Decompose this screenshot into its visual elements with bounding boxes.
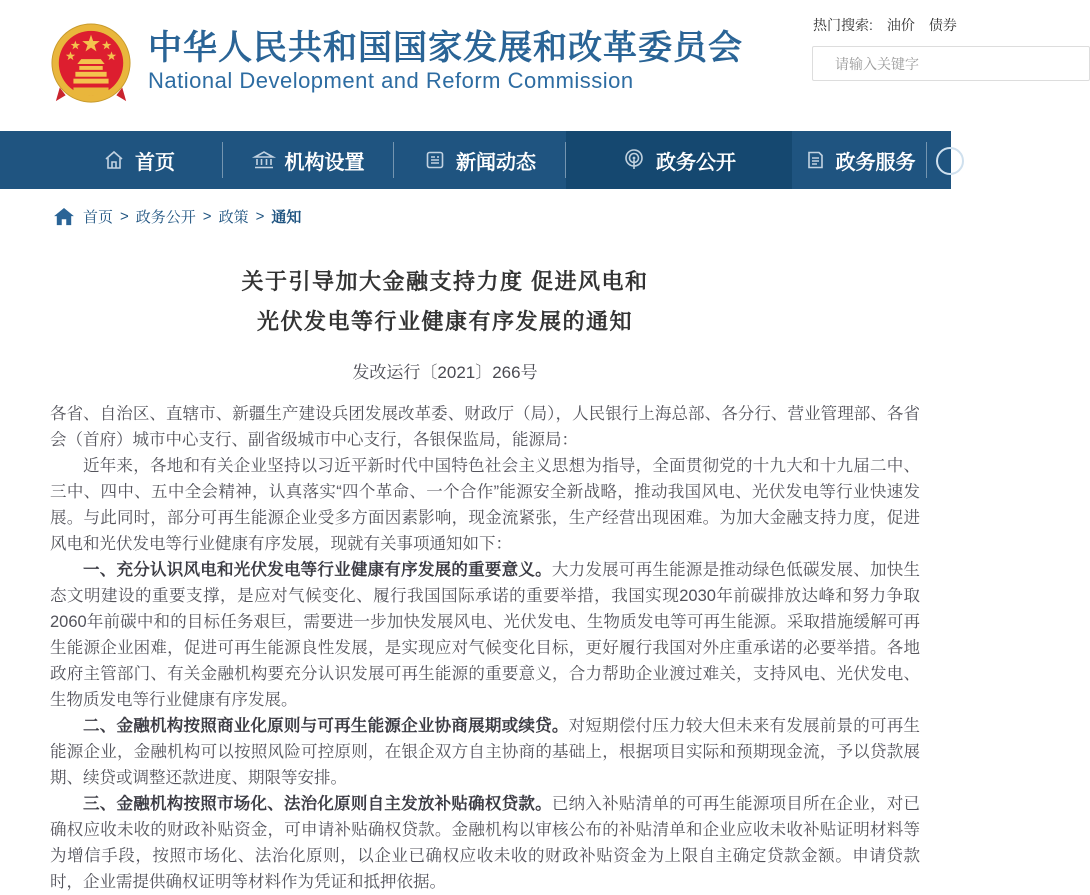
nav-item-label: 新闻动态 [456,151,536,174]
search-input[interactable] [812,46,1090,81]
nav-item-gov-services[interactable] [792,131,927,189]
nav-item-gov-disclosure[interactable] [566,131,792,189]
paragraph-text: 大力发展可再生能源是推动绿色低碳发展、加快生态文明建设的重要支撑，是应对气候变化、履行我国国际承诺的重要举措，我国实现2030年前碳排放达峰和努力争取2060年前碳中和的目标任务艰巨，需要进一步加快发展风电、光伏发电、生物质发电等可再生能源。采取措施缓解可再生能源企业困难，促进可再生能源良性发展，是实现应对气候变化目标，更好履行我国对外庄重承诺的必要举措。各地政府主管部门、有关金融机构要充分认识发展可再生能源的重要意义，合力帮助企业渡过难关，支持风电、光伏发电、生物质发电等行业健康有序发展。 [50,561,921,709]
breadcrumb-item-gov-disclosure[interactable]: 政务公开 [135,209,196,226]
paragraph-section-3 [50,791,920,895]
breadcrumb-separator: > [202,208,212,225]
nav-item-label: 政务公开 [656,151,736,174]
national-emblem-icon [50,23,132,107]
main-nav [0,131,951,189]
paragraph-text: 对短期偿付压力较大但未来有发展前景的可再生能源企业，金融机构可以按照风险可控原则，在银企双方自主协商的基础上，根据项目实际和预期现金流，予以贷款展期、续贷或调整还款进度、期限等安排。 [50,717,921,787]
nav-item-label: 政务服务 [835,151,916,174]
bank-icon [253,149,275,171]
national-emblem-logo[interactable] [50,23,132,107]
site-header [0,0,957,131]
home-icon [103,149,125,171]
nav-item-label: 首页 [135,151,175,174]
paragraph-text: 各省、自治区、直辖市、新疆生产建设兵团发展改革委、财政厅（局），人民银行上海总部、各分行、营业管理部、各省会（首府）城市中心支行、副省级城市中心支行，各银保监局，能源局： [50,405,920,449]
breadcrumb-separator: > [120,208,129,225]
paragraph-text: 近年来，各地和有关企业坚持以习近平新时代中国特色社会主义思想为指导，全面贯彻党的十九大和十九届二中、三中、四中、五中全会精神，认真落实“四个革命、一个合作”能源安全新战略，推动我国风电、光伏发电等行业快速发展。与此同时，部分可再生能源企业受多方面因素影响，现金流紧张，生产经营出现困难。为加大金融支持力度，促进风电和光伏发电等行业健康有序发展，现就有关事项通知如下： [50,457,920,553]
breadcrumb-item-policy[interactable]: 政策 [218,209,249,226]
document-title-line1: 关于引导加大金融支持力度 促进风电和 [241,269,649,294]
nav-item-organization[interactable] [223,131,394,189]
paragraph-section-1 [50,557,920,713]
hot-search-bar [813,15,957,35]
breadcrumb [54,206,301,227]
hot-search-label: 热门搜索: [813,17,873,33]
breadcrumb-item-home[interactable]: 首页 [83,209,114,226]
hot-search-link-bond[interactable]: 债券 [928,17,957,33]
breadcrumb-home-icon[interactable] [54,208,74,226]
paragraph-lead: 一、充分认识风电和光伏发电等行业健康有序发展的重要意义。 [83,561,552,579]
paragraph-intro [50,453,920,557]
nav-item-news[interactable] [394,131,566,189]
nav-item-home[interactable] [55,131,223,189]
document-title [45,262,845,342]
site-title-en: National Development and Reform Commission [148,68,634,93]
site-logo-titles[interactable] [148,29,743,94]
paragraph-section-2 [50,713,920,791]
paragraph-lead: 二、金融机构按照商业化原则与可再生能源企业协商展期或续贷。 [83,717,569,735]
article [0,240,951,895]
document-title-line2: 光伏发电等行业健康有序发展的通知 [256,309,633,334]
hot-search-link-oil[interactable]: 油价 [886,17,915,33]
broadcast-icon [622,148,646,172]
nav-item-label: 机构设置 [284,151,365,174]
document-body [50,401,920,895]
nav-search-icon[interactable] [936,147,964,175]
paragraph-salutation [50,401,920,453]
site-title-cn: 中华人民共和国国家发展和改革委员会 [148,29,743,67]
document-number: 发改运行〔2021〕266号 [352,363,538,382]
paragraph-text: 已纳入补贴清单的可再生能源项目所在企业，对已确权应收未收的财政补贴资金，可申请补贴确权贷款。金融机构以审核公布的补贴清单和企业应收未收补贴证明材料等为增信手段，按照市场化、法治化原则，以企业已确权应收未收的财政补贴资金为上限自主确定贷款金额。申请贷款时，企业需提供确权证明等材料作为凭证和抵押依据。 [50,795,921,891]
breadcrumb-separator: > [255,208,265,225]
news-icon [424,149,446,171]
document-icon [804,149,826,171]
paragraph-lead: 三、金融机构按照市场化、法治化原则自主发放补贴确权贷款。 [83,795,552,813]
breadcrumb-item-notice: 通知 [271,209,302,226]
